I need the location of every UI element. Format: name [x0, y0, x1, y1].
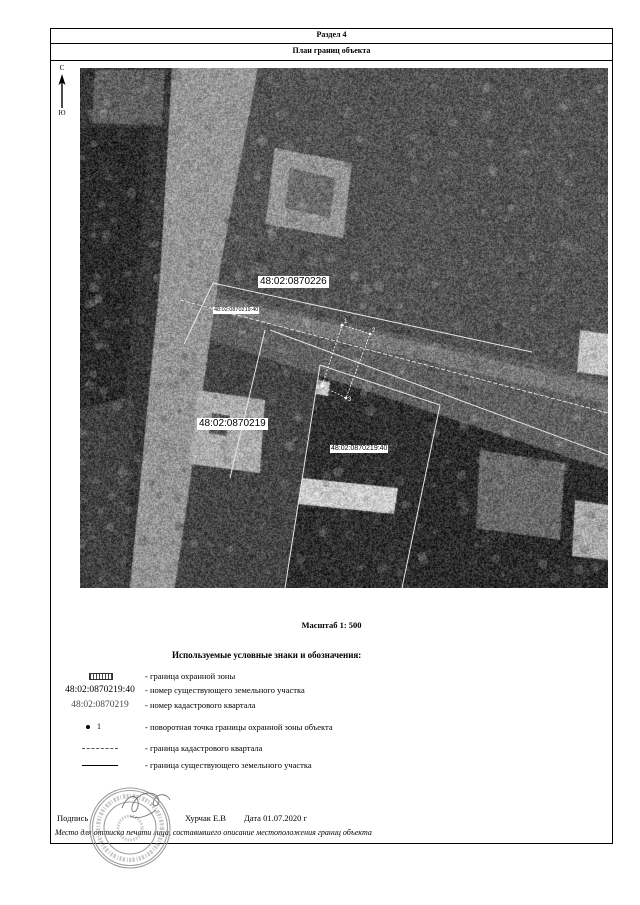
turning-point	[345, 397, 348, 400]
compass-north-label: С	[59, 64, 65, 72]
legend-item-parcel-boundary	[0, 760, 640, 770]
quarter-boundary-line	[180, 300, 608, 413]
official-seal	[84, 786, 176, 870]
quarter-number-label: 48:02:0870219	[199, 418, 266, 429]
plan-title: План границ объекта	[292, 46, 371, 55]
signer-name: Хурчак Е.В	[185, 813, 226, 823]
seal-inner-ring	[104, 802, 156, 854]
header-divider	[50, 43, 613, 44]
signature-label: Подпись	[57, 813, 89, 823]
legend-item-label: - номер кадастрового квартала	[145, 700, 256, 710]
seal-center-mark	[118, 816, 142, 840]
legend-item-parcel-number	[0, 685, 640, 695]
solid-line-symbol	[82, 765, 118, 766]
turning-point-sample: 1	[97, 722, 101, 731]
parcel-number-label: 48:02:0870219:40	[331, 445, 388, 452]
map-scale: Масштаб 1: 500	[301, 620, 362, 630]
turning-point-label: 2	[372, 328, 376, 334]
map-overlay	[80, 68, 608, 588]
turning-point	[341, 324, 344, 327]
parcel-boundary-line	[402, 405, 440, 588]
parcel-boundary-line	[184, 283, 213, 344]
legend-item-protection-zone	[0, 671, 640, 681]
turning-point	[369, 333, 372, 336]
dashed-line-symbol	[82, 748, 118, 749]
parcel-boundary-line	[270, 330, 608, 455]
parcel-boundary-line	[285, 365, 320, 588]
turning-point-dot-icon	[86, 725, 90, 729]
legend-item-label: - граница охранной зоны	[145, 671, 236, 681]
turning-point-label: 4	[316, 385, 320, 391]
parcel-boundary-line	[213, 283, 532, 352]
legend-item-label: - граница кадастрового квартала	[145, 743, 263, 753]
parcel-number-label: 48:02:0870219:40	[214, 307, 259, 313]
compass-south-label: Ю	[58, 109, 66, 117]
seal-lettering	[98, 796, 162, 860]
seal-placeholder-note: Место для оттиска печати лица, составившего описание местоположения границ объекта	[55, 828, 372, 837]
parcel-boundary-line	[230, 330, 265, 478]
quarter-number-label: 48:02:0870226	[260, 276, 327, 287]
protection-zone-symbol	[89, 673, 113, 680]
signature-date: Дата 01.07.2020 г	[244, 813, 307, 823]
legend-item-turning-point	[0, 722, 640, 732]
turning-point-label: 1	[344, 319, 348, 325]
legend-item-label: - поворотная точка границы охранной зоны объекта	[145, 722, 333, 732]
turning-point-label: 3	[348, 397, 352, 403]
legend-item-quarter-number	[0, 700, 640, 710]
protection-zone-outline	[322, 325, 370, 398]
legend-title: Используемые условные знаки и обозначения:	[172, 650, 362, 660]
parcel-number-sample: 48:02:0870219:40	[65, 685, 135, 695]
section-header: Раздел 4	[316, 30, 347, 39]
legend-item-label: - номер существующего земельного участка	[145, 685, 305, 695]
seal-outer-ring	[90, 788, 170, 868]
legend-item-label: - граница существующего земельного участка	[145, 760, 312, 770]
legend-item-quarter-boundary	[0, 743, 640, 753]
turning-point	[321, 385, 324, 388]
title-divider	[50, 60, 613, 61]
quarter-number-sample: 48:02:0870219	[71, 700, 129, 710]
north-arrow-icon	[57, 74, 67, 110]
